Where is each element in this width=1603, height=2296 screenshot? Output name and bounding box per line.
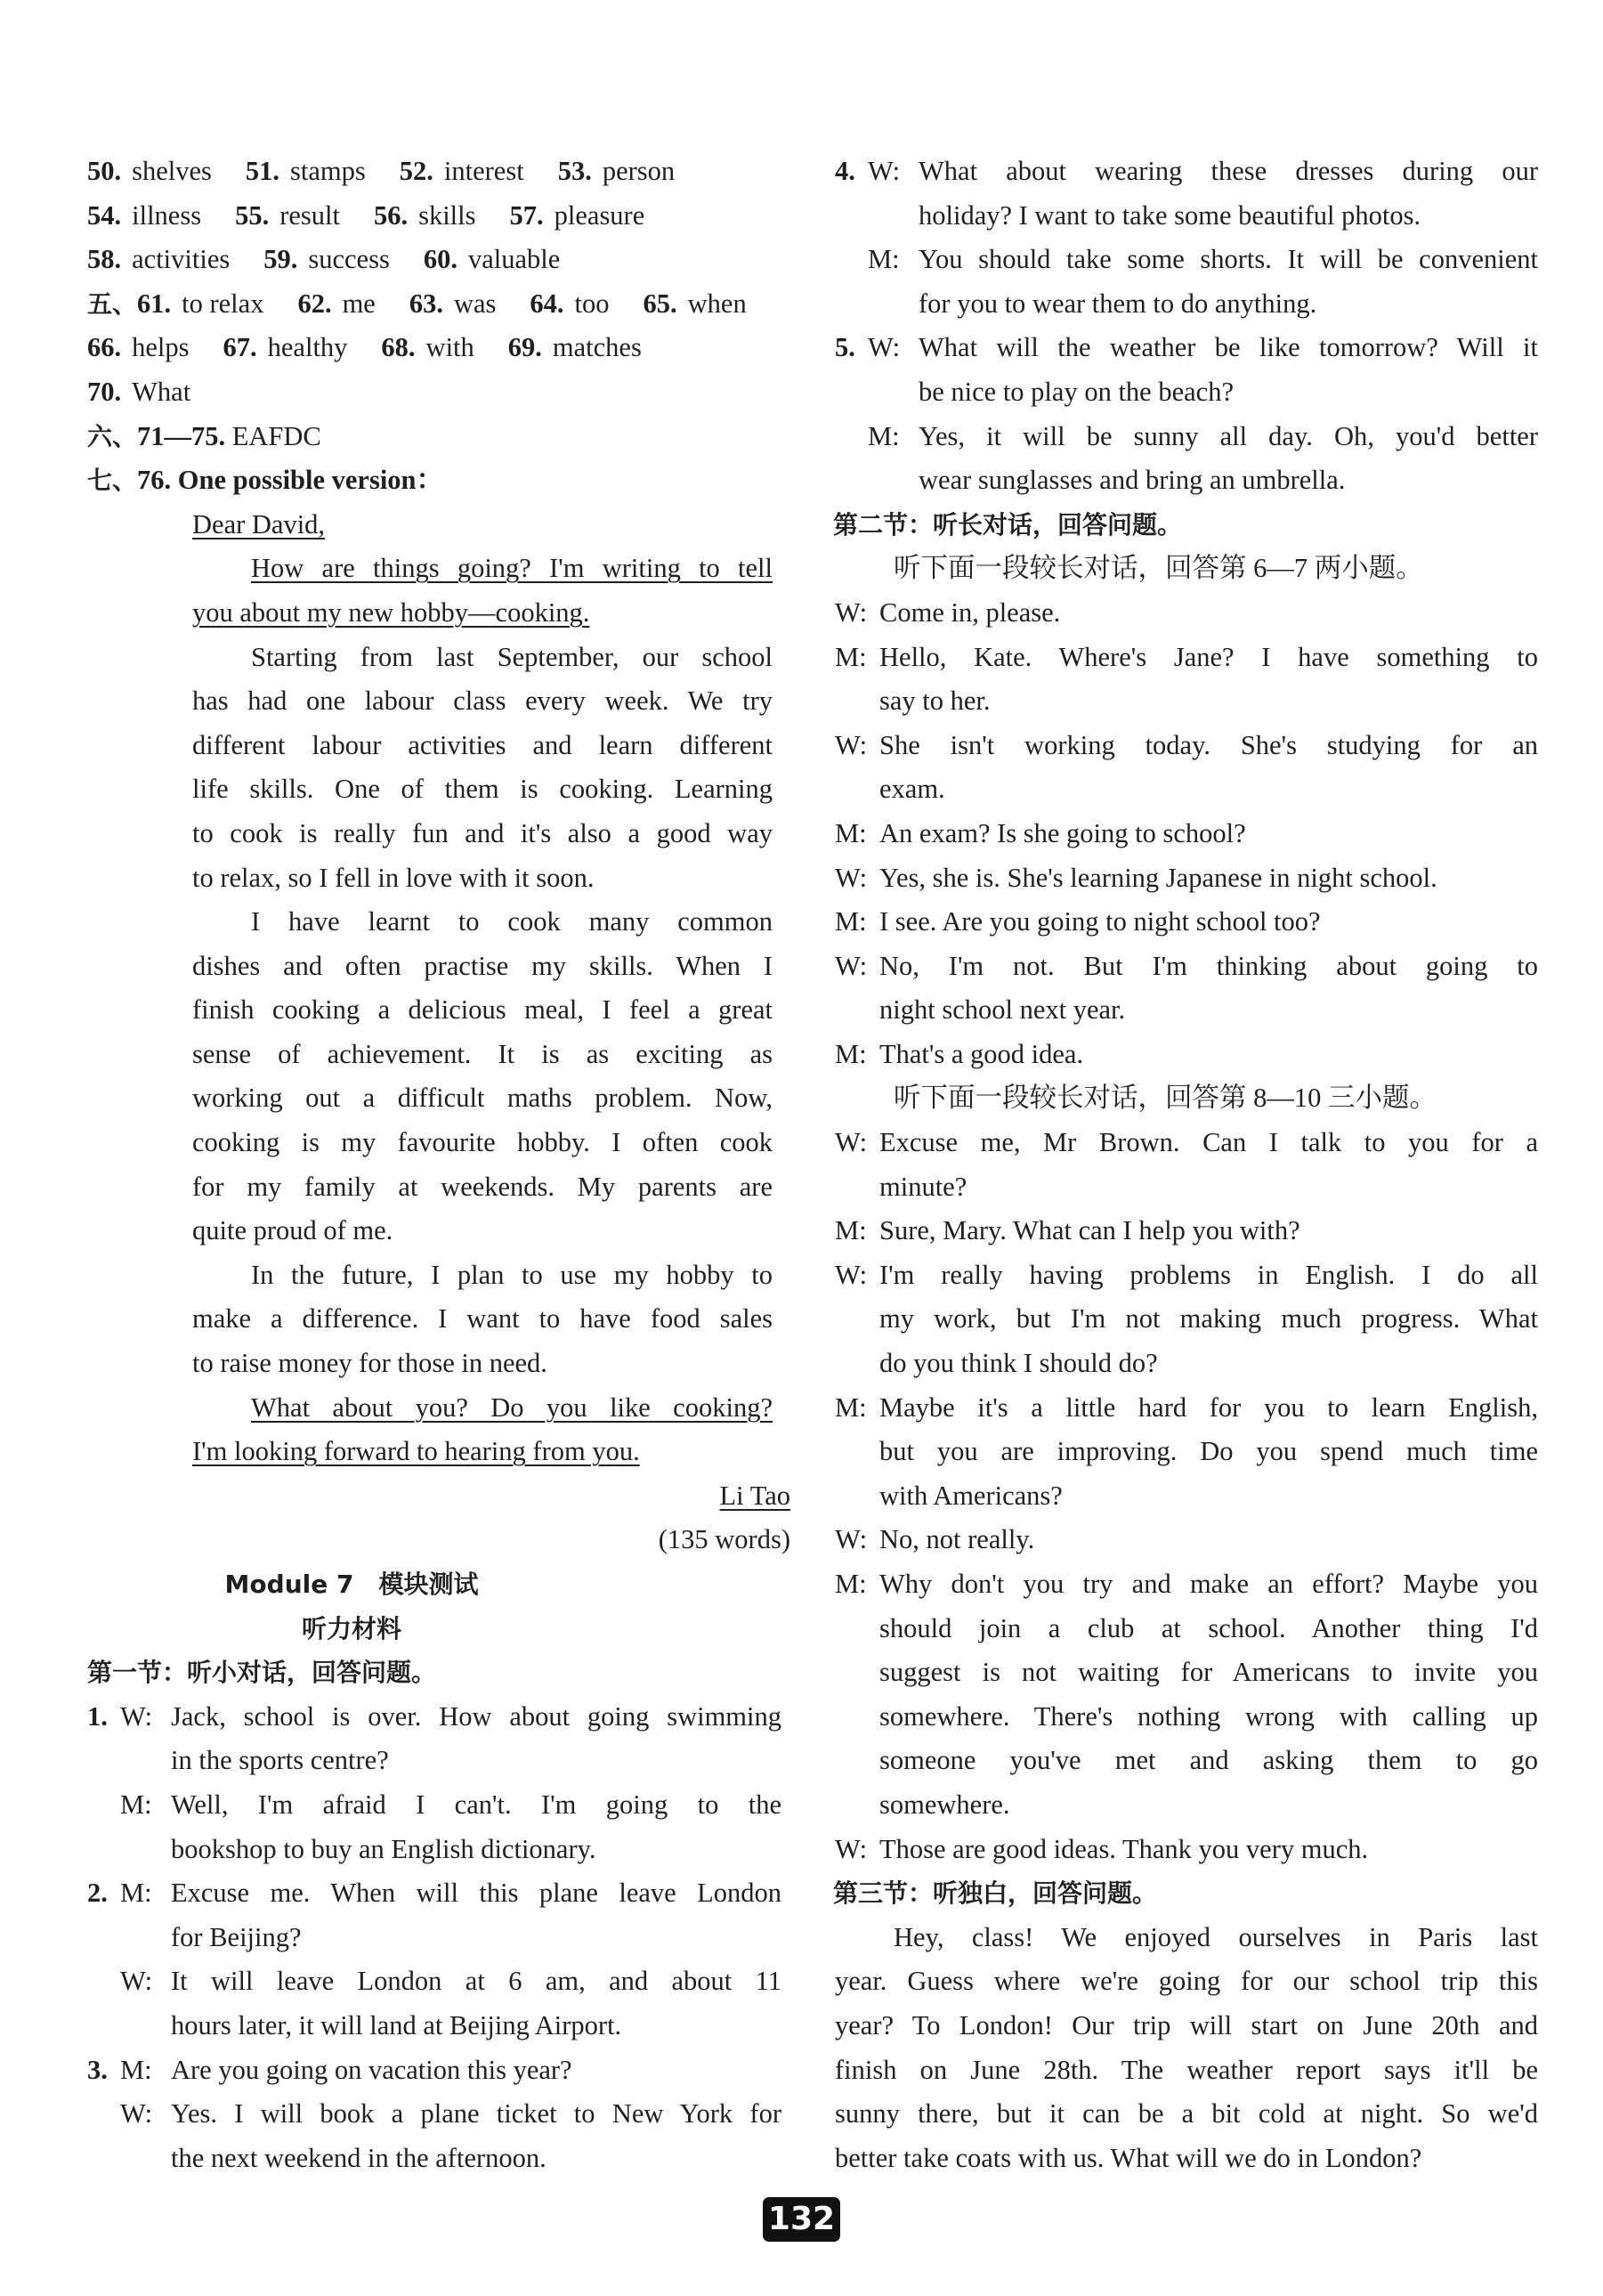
word-count: (135 words) (658, 1524, 790, 1555)
letter-body (87, 547, 790, 1473)
monologue-line (835, 2137, 1538, 2181)
answer-row (87, 370, 790, 415)
answer-word: to relax (182, 288, 264, 319)
answer-number: 63. (409, 288, 443, 319)
dialog-line (835, 1739, 1538, 1783)
speaker: M: (868, 420, 900, 451)
section2-heading: 第二节：听长对话，回答问题。 (833, 509, 1183, 540)
dialog-text: bookshop to buy an English dictionary. (171, 1833, 596, 1864)
dialog-line (87, 1695, 790, 1740)
dialog-text: Excuse me, Mr Brown. Can I talk to you for a (879, 1127, 1538, 1158)
answer-number: 52. (399, 156, 433, 186)
dialog-line (835, 194, 1538, 239)
answer-seven-heading: 七、76. One possible version： (87, 465, 444, 496)
answer-number: 56. (373, 199, 409, 231)
answer-six: 六、71—75. EAFDC (87, 420, 321, 451)
dialog-text: That's a good idea. (879, 1038, 1084, 1069)
answer-word: activities (132, 244, 231, 275)
speaker: W: (835, 1833, 868, 1864)
dialog-line (835, 1253, 1538, 1298)
answer-number: 55. (235, 199, 270, 231)
section3-heading: 第三节：听独白，回答问题。 (833, 1878, 1158, 1909)
dialog-line (835, 1518, 1538, 1562)
answer-word: stamps (290, 156, 366, 186)
dialog-text: Yes, she is. She's learning Japanese in night school. (879, 862, 1437, 893)
monologue-text: better take coats with us. What will we do in London? (835, 2142, 1422, 2173)
dialog-line (87, 2092, 790, 2137)
speaker: W: (835, 729, 868, 760)
dialog-line (835, 1033, 1538, 1077)
dialog-text: Maybe it's a little hard for you to learn English, (879, 1391, 1538, 1423)
letter-text-underlined: How are things going? I'm writing to tell (251, 553, 773, 584)
speaker: M: (835, 1391, 867, 1423)
answer-word: result (279, 199, 340, 231)
letter-line (87, 636, 790, 680)
letter-text: different labour activities and learn different (192, 729, 773, 760)
speaker: W: (868, 156, 901, 186)
monologue-text: year. Guess where we're going for our school trip this (835, 1966, 1538, 1997)
letter-greeting: Dear David, (192, 508, 326, 540)
answer-number: 58. (87, 244, 122, 275)
speaker: W: (835, 950, 868, 981)
letter-text (192, 1386, 773, 1431)
dialog-text: No, not really. (879, 1524, 1035, 1555)
dialog-line (835, 1121, 1538, 1165)
question-number: 2. (87, 1878, 108, 1909)
dialog-text: An exam? Is she going to school? (879, 817, 1246, 848)
letter-line (87, 945, 790, 989)
letter-line (87, 591, 790, 636)
dialog-line (87, 1916, 790, 1960)
dialog-text: somewhere. There's nothing wrong with calling up (879, 1700, 1538, 1732)
dialog-text: be nice to play on the beach? (919, 376, 1234, 407)
speaker: W: (835, 1127, 868, 1158)
letter-text (192, 591, 773, 636)
dialog-text: night school next year. (879, 994, 1126, 1026)
dialog-line (835, 679, 1538, 724)
dialog-text: She isn't working today. She's studying for an (879, 729, 1538, 760)
letter-line (87, 724, 790, 768)
dialog-line (835, 150, 1538, 194)
letter-text: dishes and often practise my skills. When I (192, 950, 773, 981)
right-column (835, 150, 1538, 2180)
question-number: 3. (87, 2054, 108, 2085)
page-number: 132 (763, 2197, 840, 2242)
question-number: 5. (835, 332, 855, 363)
dialog-line (835, 636, 1538, 680)
dialog-text: say to her. (879, 686, 991, 717)
letter-text: quite proud of me. (192, 1215, 393, 1246)
dialog-line (835, 1342, 1538, 1386)
monologue-text: year? To London! Our trip will start on June 20th and (835, 2009, 1538, 2040)
letter-line (87, 1430, 790, 1474)
dialog-line (87, 1871, 790, 1916)
dialog-line (835, 1386, 1538, 1431)
dialog-line (835, 1562, 1538, 1607)
dialog-text: What about wearing these dresses during our (919, 156, 1538, 186)
answer-word: valuable (467, 244, 561, 275)
dialog-line (835, 1607, 1538, 1651)
answer-number: 64. (530, 288, 564, 319)
dialog-line (835, 1297, 1538, 1342)
dialog-text: for you to wear them to do anything. (919, 288, 1317, 319)
dialog-line (835, 812, 1538, 856)
dialog-text: with Americans? (879, 1480, 1063, 1511)
letter-text: to relax, so I fell in love with it soon. (192, 862, 595, 893)
letter-text: I have learnt to cook many common (251, 906, 773, 937)
module-title: Module 7 模块测试 (224, 1570, 479, 1599)
short-dialogs (87, 1695, 790, 2181)
speaker: M: (835, 1038, 867, 1069)
answer-word: healthy (267, 332, 348, 363)
letter-text-underlined: you about my new hobby—cooking. (192, 596, 590, 628)
letter-text: has had one labour class every week. We try (192, 686, 773, 717)
letter-text: sense of achievement. It is as exciting as (192, 1038, 773, 1069)
answer-number: 65. (643, 288, 677, 319)
speaker: W: (868, 332, 901, 363)
answer-word: skills (418, 199, 476, 231)
answer-word: success (308, 244, 390, 275)
dialog-text: Yes. I will book a plane ticket to New York for (171, 2098, 781, 2130)
dialog-text: Jack, school is over. How about going swimming (171, 1700, 781, 1732)
answer-row (87, 194, 790, 239)
dialog-text: wear sunglasses and bring an umbrella. (919, 465, 1346, 496)
letter-text: working out a difficult maths problem. Now, (192, 1083, 773, 1114)
dialog-text: for Beijing? (171, 1921, 302, 1952)
section-prefix: 五、 (87, 288, 138, 319)
listening-title: 听力材料 (301, 1613, 401, 1643)
letter-text: cooking is my favourite hobby. I often cook (192, 1127, 773, 1158)
dialog-text: Those are good ideas. Thank you very much. (879, 1833, 1369, 1864)
answer-number: 68. (381, 332, 416, 363)
dialog-text: my work, but I'm not making much progress. What (879, 1303, 1538, 1335)
answer-word: person (602, 156, 676, 186)
monologue-text: sunny there, but it can be a bit cold at night. So we'd (835, 2098, 1538, 2130)
monologue-line (835, 2049, 1538, 2093)
letter-line (87, 988, 790, 1033)
answer-number: 59. (263, 244, 298, 275)
section1-heading: 第一节：听小对话，回答问题。 (87, 1658, 437, 1688)
letter-line (87, 1033, 790, 1077)
letter-text: to raise money for those in need. (192, 1348, 547, 1379)
letter-line (87, 1121, 790, 1165)
letter-line (87, 856, 790, 901)
dialog-text: Why don't you try and make an effort? Maybe you (879, 1569, 1538, 1599)
letter-text (192, 547, 773, 591)
dialog-line (835, 370, 1538, 415)
answer-number: 60. (423, 244, 457, 275)
answer-row (87, 150, 790, 194)
letter-text: Starting from last September, our school (251, 641, 773, 672)
monologue-line (835, 2004, 1538, 2049)
letter-text-underlined: What about you? Do you like cooking? (251, 1391, 773, 1423)
dialog-line (835, 856, 1538, 901)
answer-word: when (687, 288, 747, 319)
dialog-text: the next weekend in the afternoon. (171, 2142, 546, 2173)
dialog-line (835, 415, 1538, 459)
letter-line (87, 767, 790, 812)
dialog-line (835, 282, 1538, 327)
dialog-line (835, 945, 1538, 989)
answer-word: too (574, 288, 610, 319)
dialog-line (87, 2004, 790, 2049)
letter-line (87, 1076, 790, 1121)
dialog-line (87, 1739, 790, 1783)
answer-word: illness (132, 199, 202, 231)
long-dialog-2 (835, 1121, 1538, 1871)
dialog-line (87, 1783, 790, 1828)
answer-word: helps (132, 332, 190, 363)
letter-text: to cook is really fun and it's also a good way (192, 817, 773, 848)
letter-line (87, 1386, 790, 1431)
speaker: W: (120, 1700, 153, 1732)
answer-row (87, 326, 790, 370)
dialog-line (835, 724, 1538, 768)
letter-text: In the future, I plan to use my hobby to (251, 1259, 773, 1290)
letter-line (87, 900, 790, 945)
answer-number: 70. (87, 376, 122, 407)
dialog-text: but you are improving. Do you spend much time (879, 1436, 1538, 1467)
dialog-line (835, 1783, 1538, 1828)
dialog-line (87, 2049, 790, 2093)
letter-line (87, 679, 790, 724)
letter-text (192, 1430, 773, 1474)
question-number: 1. (87, 1700, 108, 1732)
dialog-line (835, 767, 1538, 812)
answer-word: interest (443, 156, 524, 186)
dialog-line (835, 458, 1538, 503)
speaker: M: (835, 1569, 867, 1599)
speaker: W: (835, 596, 868, 628)
answer-word: with (425, 332, 474, 363)
answer-number: 69. (507, 332, 542, 363)
dialog-text: somewhere. (879, 1789, 1010, 1820)
answer-number: 54. (87, 199, 122, 231)
dialog-line (87, 1828, 790, 1872)
dialog-line (87, 2137, 790, 2181)
answer-word: was (453, 288, 497, 319)
answer-number: 62. (297, 288, 332, 319)
dialog-line (835, 1651, 1538, 1695)
dialog-line (835, 1695, 1538, 1740)
dialog-text: do you think I should do? (879, 1348, 1158, 1379)
dialog-text: Yes, it will be sunny all day. Oh, you'd better (919, 420, 1538, 451)
dialog-text: Hello, Kate. Where's Jane? I have something to (879, 641, 1538, 672)
dialog-text: holiday? I want to take some beautiful photos. (919, 199, 1421, 231)
letter-line (87, 1253, 790, 1298)
question-number: 4. (835, 156, 855, 186)
letter-line (87, 1165, 790, 1210)
monologue-line (835, 1916, 1538, 1960)
answer-number: 66. (87, 332, 122, 363)
dialog-text: Come in, please. (879, 596, 1061, 628)
dialog-line (835, 1209, 1538, 1253)
speaker: M: (868, 244, 900, 275)
speaker: M: (835, 641, 867, 672)
dialog-text: It will leave London at 6 am, and about 11 (171, 1966, 781, 1997)
answer-number: 67. (223, 332, 257, 363)
letter-line (87, 1297, 790, 1342)
left-column (87, 150, 790, 2180)
dialog-line (87, 1959, 790, 2004)
letter-line (87, 1209, 790, 1253)
letter-text: finish cooking a delicious meal, I feel a great (192, 994, 773, 1026)
instruction-6-7: 听下面一段较长对话，回答第 6—7 两小题。 (894, 553, 1423, 584)
dialog-text: suggest is not waiting for Americans to invite you (879, 1657, 1538, 1688)
dialog-text: I see. Are you going to night school too? (879, 906, 1321, 937)
speaker: W: (120, 1966, 153, 1997)
dialog-text: should join a club at school. Another thing I'd (879, 1612, 1538, 1643)
dialog-line (835, 1165, 1538, 1210)
speaker: M: (835, 817, 867, 848)
speaker: W: (835, 1259, 868, 1290)
dialog-line (835, 326, 1538, 370)
answer-word: What (132, 376, 191, 407)
answer-number: 51. (245, 156, 280, 186)
letter-line (87, 1342, 790, 1386)
dialog-text: No, I'm not. But I'm thinking about going to (879, 950, 1538, 981)
speaker: M: (120, 1789, 152, 1820)
dialog-text: in the sports centre? (171, 1745, 389, 1776)
monologue-text: Hey, class! We enjoyed ourselves in Paris last (894, 1921, 1538, 1952)
monologue-line (835, 1959, 1538, 2004)
dialog-line (835, 988, 1538, 1033)
speaker: M: (120, 2054, 152, 2085)
answer-number: 61. (137, 288, 172, 319)
dialog-text: You should take some shorts. It will be convenient (919, 244, 1538, 275)
long-dialog-1 (835, 591, 1538, 1077)
dialog-text: hours later, it will land at Beijing Airport. (171, 2009, 622, 2040)
dialog-text: Are you going on vacation this year? (171, 2054, 572, 2085)
speaker: M: (835, 1215, 867, 1246)
dialog-text: Sure, Mary. What can I help you with? (879, 1215, 1300, 1246)
monologue-text: finish on June 28th. The weather report says it'll be (835, 2054, 1538, 2085)
speaker: W: (835, 1524, 868, 1555)
letter-text: for my family at weekends. My parents are (192, 1171, 773, 1202)
monologue (835, 1916, 1538, 2181)
answer-word: shelves (132, 156, 212, 186)
speaker: M: (120, 1878, 152, 1909)
instruction-8-10: 听下面一段较长对话，回答第 8—10 三小题。 (894, 1083, 1437, 1114)
dialog-line (835, 1828, 1538, 1872)
answer-number: 53. (557, 156, 592, 186)
answer-word: me (342, 288, 376, 319)
letter-text: life skills. One of them is cooking. Learning (192, 774, 773, 805)
speaker: W: (835, 862, 868, 893)
speaker: M: (835, 906, 867, 937)
dialog-line (835, 1430, 1538, 1474)
answer-row (87, 238, 790, 282)
dialog-text: I'm really having problems in English. I do all (879, 1259, 1538, 1290)
dialog-line (835, 591, 1538, 636)
answer-number: 57. (509, 199, 544, 231)
letter-line (87, 812, 790, 856)
letter-line (87, 547, 790, 591)
dialog-text: Well, I'm afraid I can't. I'm going to the (171, 1789, 781, 1820)
letter-text-underlined: I'm looking forward to hearing from you. (192, 1436, 640, 1467)
answer-word: pleasure (554, 199, 645, 231)
monologue-line (835, 2092, 1538, 2137)
answer-word: matches (552, 332, 642, 363)
dialog-text: What will the weather be like tomorrow? Will it (919, 332, 1538, 363)
dialog-text: Excuse me. When will this plane leave London (171, 1878, 781, 1909)
short-dialogs-continued (835, 150, 1538, 503)
dialog-line (835, 900, 1538, 945)
dialog-text: someone you've met and asking them to go (879, 1745, 1538, 1776)
dialog-text: exam. (879, 774, 945, 805)
dialog-line (835, 1474, 1538, 1519)
dialog-text: minute? (879, 1171, 967, 1202)
letter-signature: Li Tao (719, 1480, 790, 1511)
dialog-line (835, 238, 1538, 282)
answer-row (87, 282, 790, 327)
letter-text: make a difference. I want to have food sales (192, 1303, 773, 1335)
speaker: W: (120, 2098, 153, 2130)
answer-number: 50. (87, 156, 122, 186)
